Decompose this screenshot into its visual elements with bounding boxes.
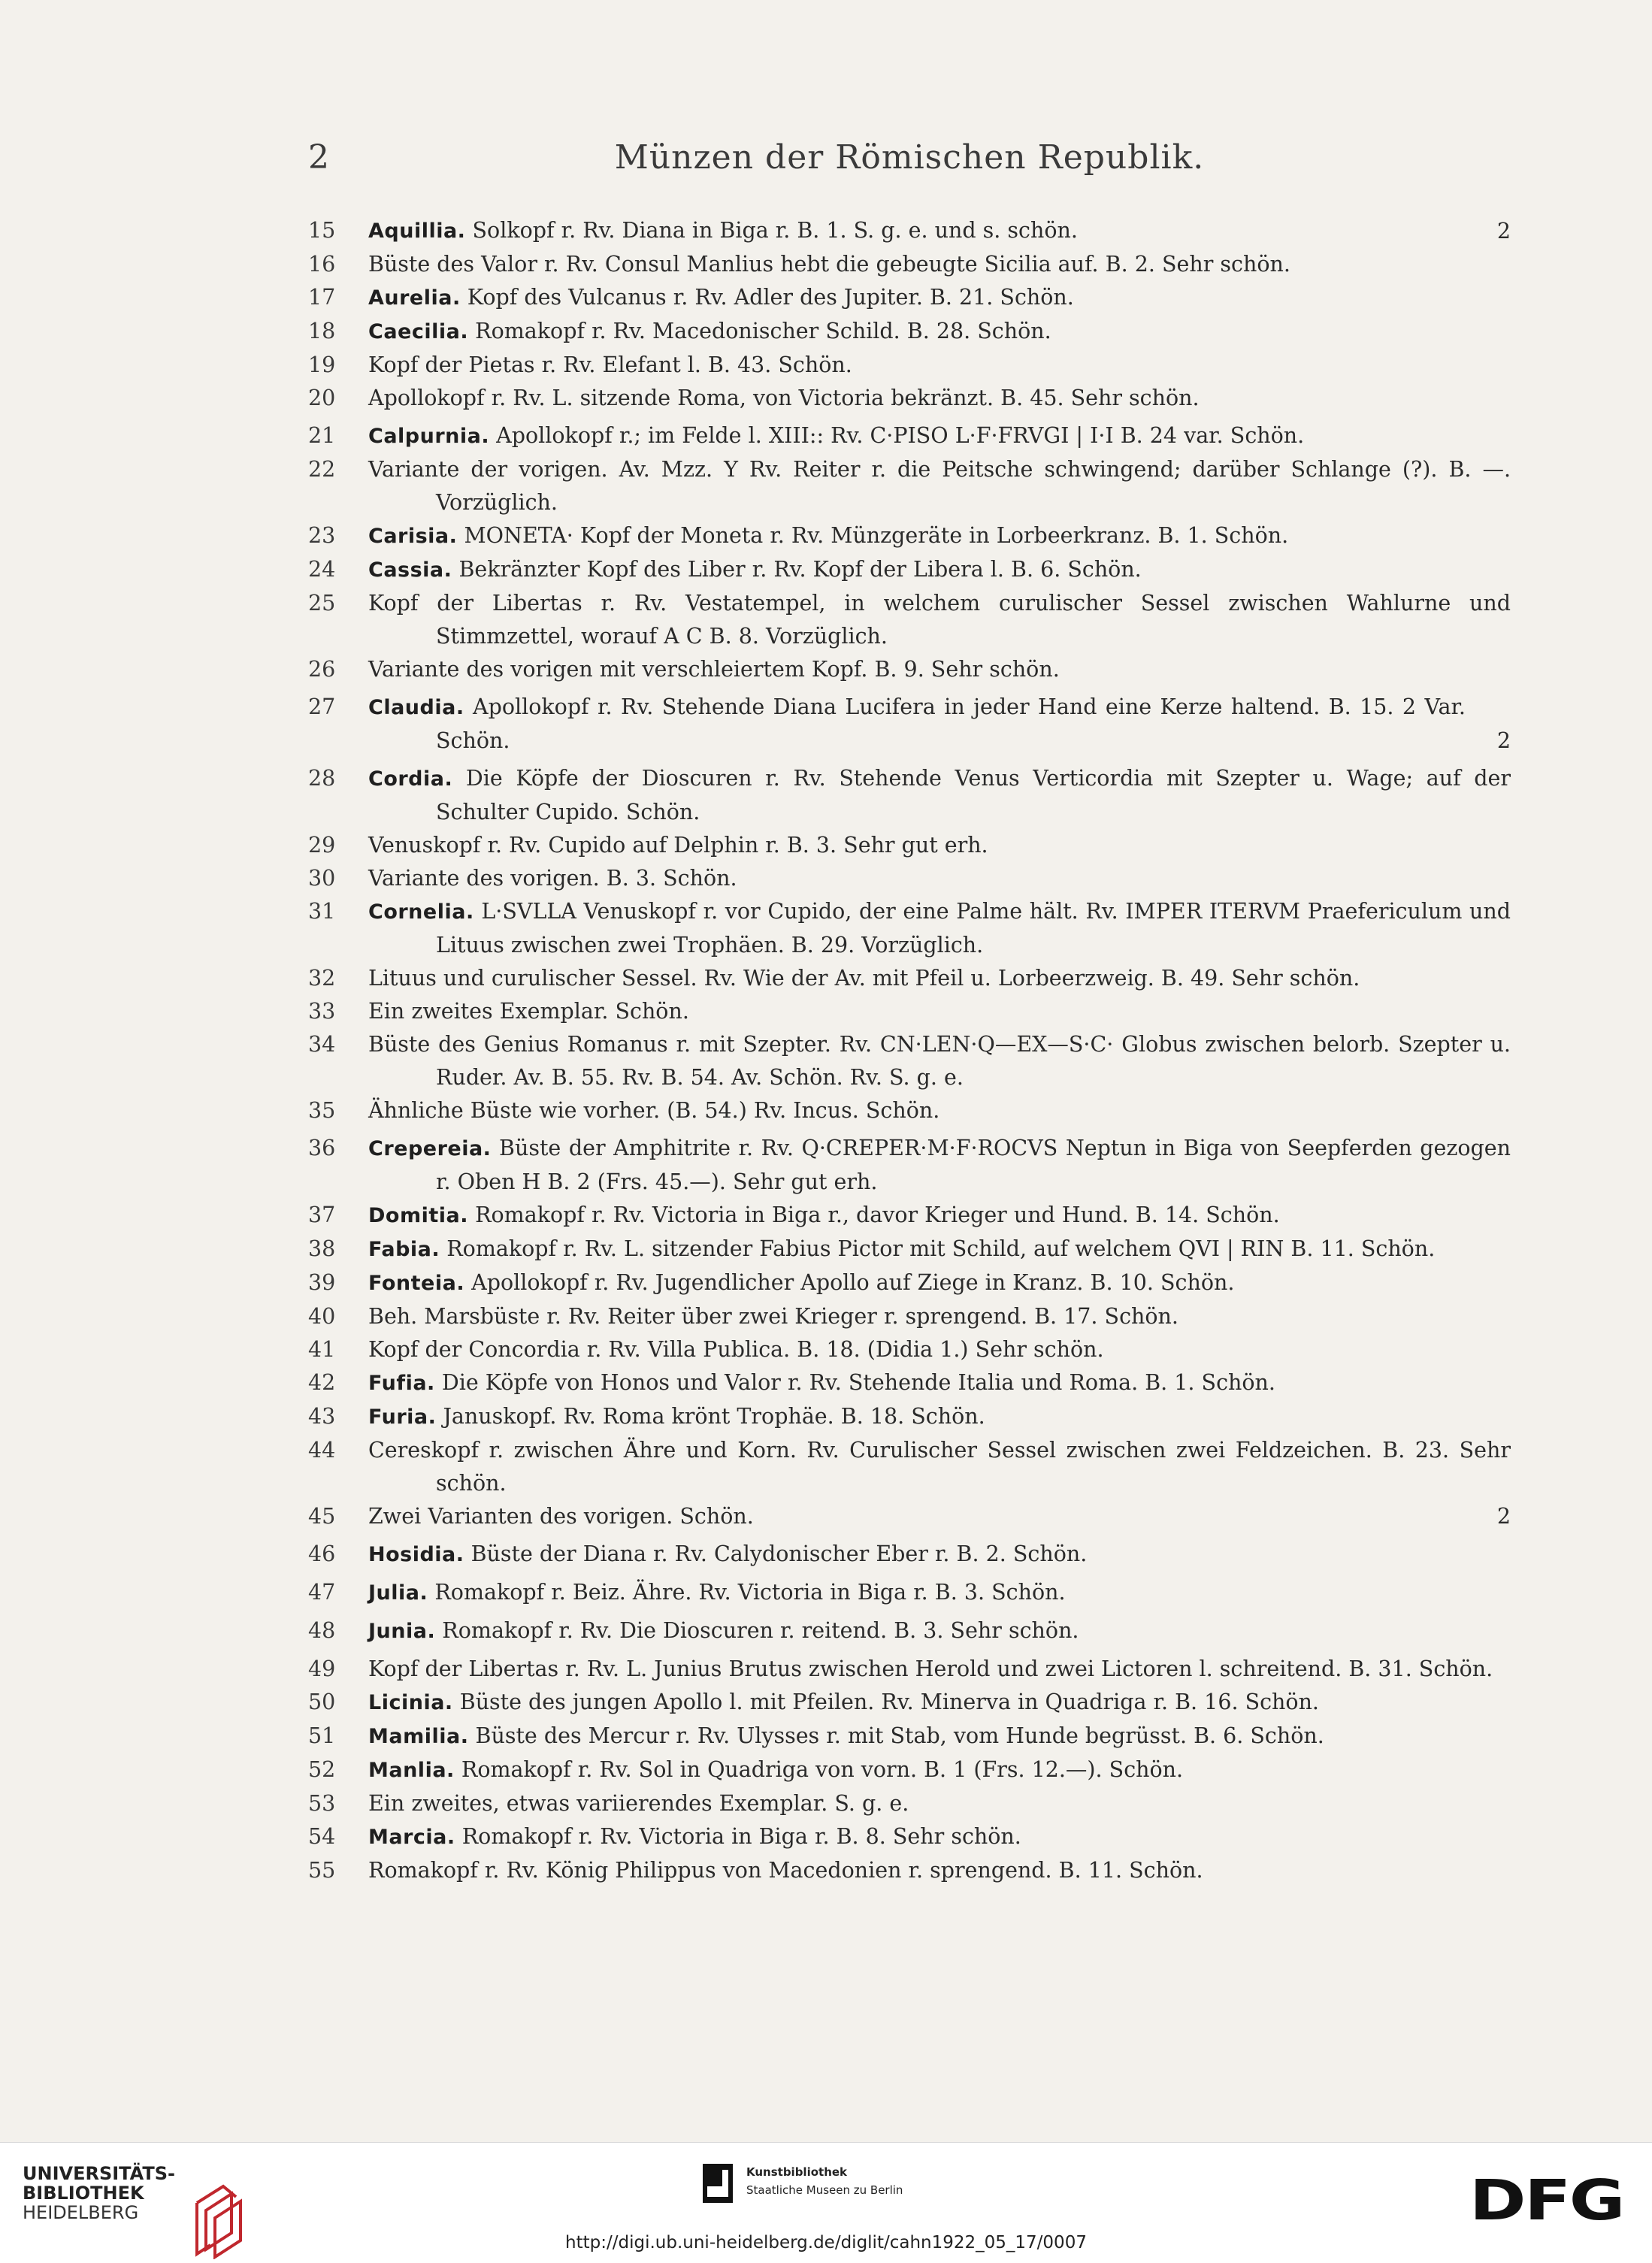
catalog-entry	[308, 1820, 1511, 1854]
page-url-link[interactable]: http://digi.ub.uni-heidelberg.de/diglit/cahn1922_05_17/0007	[565, 2233, 1087, 2252]
entry-family-name: Manlia.	[368, 1759, 455, 1782]
catalog-entry	[308, 1366, 1511, 1400]
university-logo-line-1: UNIVERSITÄTS-	[23, 2163, 176, 2184]
entry-text	[368, 1199, 1511, 1233]
catalog-entry	[308, 1434, 1511, 1500]
entry-text	[368, 691, 1511, 758]
entry-number: 18	[308, 319, 336, 343]
entry-description: Bekränzter Kopf des Liber r. Rv. Kopf der Libera l. B. 6. Schön.	[458, 557, 1142, 582]
entry-family-name: Carisia.	[368, 525, 458, 548]
entry-description: Apollokopf r. Rv. L. sitzende Roma, von Victoria bekränzt. B. 45. Sehr schön.	[368, 386, 1200, 410]
entry-text	[368, 1854, 1511, 1887]
entry-number: 43	[308, 1404, 336, 1429]
entry-number: 30	[308, 866, 336, 891]
entry-text	[368, 1720, 1511, 1753]
entry-number: 41	[308, 1337, 336, 1362]
entry-family-name: Caecilia.	[368, 320, 469, 343]
entry-number: 33	[308, 999, 336, 1024]
entry-number: 27	[308, 694, 336, 719]
entry-number: 20	[308, 386, 336, 410]
catalog-entry	[308, 962, 1511, 995]
entry-description: Variante des vorigen mit verschleiertem Kopf. B. 9. Sehr schön.	[368, 657, 1060, 682]
entry-number: 29	[308, 833, 336, 858]
entry-number: 48	[308, 1618, 336, 1643]
entry-number: 19	[308, 352, 336, 377]
dfg-logo[interactable]	[1469, 2173, 1627, 2225]
entry-family-name: Fabia.	[368, 1238, 440, 1261]
entry-text	[368, 1028, 1511, 1094]
entry-number: 50	[308, 1690, 336, 1714]
catalog-entry	[308, 1753, 1511, 1787]
entry-description: Venuskopf r. Rv. Cupido auf Delphin r. B. 3. Sehr gut erh.	[368, 833, 988, 858]
entry-number: 25	[308, 591, 336, 616]
catalog-entries	[308, 214, 1511, 1887]
catalog-entry	[308, 349, 1511, 382]
entry-text	[368, 587, 1511, 653]
entry-description: Kopf der Pietas r. Rv. Elefant l. B. 43. Schön.	[368, 352, 852, 377]
entry-number: 23	[308, 523, 336, 548]
footer-bar	[0, 2142, 1652, 2263]
entry-text	[368, 419, 1511, 453]
entry-text	[368, 1132, 1511, 1199]
entry-text	[368, 1614, 1511, 1648]
entry-description: Ein zweites Exemplar. Schön.	[368, 999, 689, 1024]
entry-family-name: Crepereia.	[368, 1137, 492, 1160]
entry-number: 38	[308, 1236, 336, 1261]
entry-description: Büste des Genius Romanus r. mit Szepter. Rv. CN·LEN·Q—EX—S·C· Globus zwischen belorb. Szepter u. Ruder. Av. B. 55. Rv. B. 54. Av. Schön. Rv. S. g. e.	[368, 1032, 1511, 1090]
entry-description: Kopf der Libertas r. Rv. L. Junius Brutus zwischen Herold und zwei Lictoren l. schreitend. B. 31. Schön.	[368, 1656, 1493, 1681]
kunstbibliothek-logo[interactable]	[703, 2164, 1003, 2209]
entry-number: 28	[308, 766, 336, 791]
entry-family-name: Furia.	[368, 1405, 437, 1429]
entry-family-name: Domitia.	[368, 1204, 468, 1227]
dfg-logo-text: DFG	[1469, 2173, 1623, 2225]
entry-family-name: Calpurnia.	[368, 425, 490, 448]
entry-description: MONETA· Kopf der Moneta r. Rv. Münzgeräte in Lorbeerkranz. B. 1. Schön.	[464, 523, 1289, 548]
catalog-entry	[308, 1538, 1511, 1572]
catalog-entry	[308, 895, 1511, 962]
kunstbibliothek-subtitle: Staatliche Museen zu Berlin	[746, 2183, 903, 2197]
entry-number: 35	[308, 1098, 336, 1123]
catalog-entry	[308, 419, 1511, 453]
entry-description: Cereskopf r. zwischen Ähre und Korn. Rv. Curulischer Sessel zwischen zwei Feldzeichen. B. 23. Sehr schön.	[368, 1438, 1511, 1496]
entry-number: 39	[308, 1270, 336, 1295]
entry-number: 42	[308, 1370, 336, 1395]
entry-family-name: Junia.	[368, 1620, 436, 1643]
catalog-entry	[308, 1094, 1511, 1127]
entry-family-name: Aurelia.	[368, 286, 461, 310]
entry-family-name: Licinia.	[368, 1691, 453, 1714]
entry-number: 49	[308, 1656, 336, 1681]
catalog-entry	[308, 1300, 1511, 1333]
catalog-entry	[308, 1614, 1511, 1648]
entry-count: 2	[1496, 728, 1511, 753]
entry-description: Ein zweites, etwas variierendes Exemplar. S. g. e.	[368, 1791, 909, 1816]
entry-text	[368, 653, 1511, 686]
university-logo-line-2: BIBLIOTHEK	[23, 2183, 144, 2204]
entry-description: Ähnliche Büste wie vorher. (B. 54.) Rv. Incus. Schön.	[368, 1098, 940, 1123]
entry-text	[368, 315, 1511, 349]
entry-family-name: Hosidia.	[368, 1543, 464, 1566]
running-head	[308, 135, 1511, 188]
entry-description: Die Köpfe von Honos und Valor r. Rv. Stehende Italia und Roma. B. 1. Schön.	[441, 1370, 1275, 1395]
entry-description: Apollokopf r. Rv. Stehende Diana Lucifera in jeder Hand eine Kerze haltend. B. 15. 2 Var. Schön.	[436, 694, 1466, 753]
entry-text	[368, 1233, 1511, 1266]
catalog-entry	[308, 248, 1511, 281]
catalog-entry	[308, 1576, 1511, 1610]
entry-family-name: Cornelia.	[368, 900, 474, 924]
entry-text	[368, 962, 1511, 995]
entry-description: Büste der Amphitrite r. Rv. Q·CREPER·M·F·ROCVS Neptun in Biga von Seepferden gezogen r. Oben H B. 2 (Frs. 45.—). Sehr gut erh.	[436, 1136, 1511, 1194]
kunstbibliothek-mark-icon	[703, 2164, 733, 2203]
entry-family-name: Mamilia.	[368, 1725, 469, 1748]
entry-number: 47	[308, 1580, 336, 1605]
entry-description: Variante der vorigen. Av. Mzz. Y Rv. Reiter r. die Peitsche schwingend; darüber Schlange (?). B. —. Vorzüglich.	[368, 457, 1511, 515]
entry-description: Apollokopf r. Rv. Jugendlicher Apollo auf Ziege in Kranz. B. 10. Schön.	[471, 1270, 1235, 1295]
catalog-entry	[308, 519, 1511, 553]
entry-text	[368, 1366, 1511, 1400]
entry-text	[368, 248, 1511, 281]
entry-text	[368, 1686, 1511, 1720]
entry-text	[368, 382, 1511, 415]
entry-number: 15	[308, 218, 336, 243]
entry-text	[368, 1094, 1511, 1127]
entry-text	[368, 1576, 1511, 1610]
catalog-entry	[308, 214, 1511, 248]
entry-description: Die Köpfe der Dioscuren r. Rv. Stehende Venus Verticordia mit Szepter u. Wage; auf der Schulter Cupido. Schön.	[436, 766, 1511, 824]
catalog-entry	[308, 1233, 1511, 1266]
entry-text	[368, 1434, 1511, 1500]
entry-family-name: Aquillia.	[368, 219, 466, 243]
entry-description: Lituus und curulischer Sessel. Rv. Wie der Av. mit Pfeil u. Lorbeerzweig. B. 49. Sehr schön.	[368, 966, 1360, 991]
entry-description: Romakopf r. Rv. Sol in Quadriga von vorn. B. 1 (Frs. 12.—). Schön.	[461, 1757, 1184, 1782]
entry-text	[368, 1300, 1511, 1333]
university-logo-line-3: HEIDELBERG	[23, 2202, 139, 2223]
entry-description: Romakopf r. Rv. Macedonischer Schild. B. 28. Schön.	[475, 319, 1051, 343]
entry-text	[368, 1787, 1511, 1820]
entry-description: Büste des jungen Apollo l. mit Pfeilen. Rv. Minerva in Quadriga r. B. 16. Schön.	[459, 1690, 1319, 1714]
entry-number: 17	[308, 285, 336, 310]
entry-description: Kopf der Libertas r. Rv. Vestatempel, in welchem curulischer Sessel zwischen Wahlurne und Stimmzettel, worauf A C B. 8. Vorzüglich.	[368, 591, 1511, 649]
entry-text	[368, 214, 1511, 248]
entry-number: 45	[308, 1504, 336, 1529]
entry-description: Büste des Mercur r. Rv. Ulysses r. mit Stab, vom Hunde begrüsst. B. 6. Schön.	[475, 1723, 1324, 1748]
catalog-entry	[308, 691, 1511, 758]
entry-family-name: Cassia.	[368, 558, 452, 582]
entry-text	[368, 1538, 1511, 1572]
entry-description: L·SVLLA Venuskopf r. vor Cupido, der eine Palme hält. Rv. IMPER ITERVM Praefericulum und Lituus zwischen zwei Trophäen. B. 29. Vorzüglich.	[436, 899, 1511, 958]
entry-number: 21	[308, 423, 336, 448]
entry-text	[368, 281, 1511, 315]
catalog-entry	[308, 1854, 1511, 1887]
catalog-entry	[308, 762, 1511, 829]
entry-family-name: Fonteia.	[368, 1272, 465, 1295]
entry-number: 52	[308, 1757, 336, 1782]
entry-number: 26	[308, 657, 336, 682]
entry-description: Apollokopf r.; im Felde l. XIII:: Rv. C·PISO L·F·FRVGI | I·I B. 24 var. Schön.	[496, 423, 1305, 448]
entry-description: Romakopf r. Rv. Victoria in Biga r. B. 8. Sehr schön.	[461, 1824, 1021, 1849]
entry-number: 44	[308, 1438, 336, 1463]
entry-number: 31	[308, 899, 336, 924]
entry-number: 54	[308, 1824, 336, 1849]
entry-text	[368, 1653, 1511, 1686]
catalog-entry	[308, 281, 1511, 315]
entry-text	[368, 1333, 1511, 1366]
entry-text	[368, 1266, 1511, 1300]
entry-number: 22	[308, 457, 336, 482]
entry-text	[368, 862, 1511, 895]
catalog-entry	[308, 1720, 1511, 1753]
catalog-entry	[308, 862, 1511, 895]
page-title: Münzen der Römischen Republik.	[614, 138, 1205, 177]
entry-family-name: Julia.	[368, 1581, 428, 1605]
entry-description: Büste des Valor r. Rv. Consul Manlius hebt die gebeugte Sicilia auf. B. 2. Sehr schön.	[368, 252, 1290, 277]
entry-text	[368, 519, 1511, 553]
entry-number: 53	[308, 1791, 336, 1816]
kunstbibliothek-title: Kunstbibliothek	[746, 2165, 848, 2179]
catalog-entry	[308, 829, 1511, 862]
page-number: 2	[308, 138, 329, 177]
catalog-entry	[308, 1400, 1511, 1434]
catalog-entry	[308, 1500, 1511, 1533]
entry-description: Solkopf r. Rv. Diana in Biga r. B. 1. S. g. e. und s. schön.	[472, 218, 1078, 243]
entry-description: Romakopf r. Rv. Victoria in Biga r., davor Krieger und Hund. B. 14. Schön.	[475, 1203, 1280, 1227]
catalog-entry	[308, 315, 1511, 349]
entry-count: 2	[1496, 1504, 1511, 1529]
entry-number: 34	[308, 1032, 336, 1057]
entry-number: 46	[308, 1541, 336, 1566]
entry-number: 32	[308, 966, 336, 991]
entry-family-name: Marcia.	[368, 1826, 455, 1849]
catalog-entry	[308, 453, 1511, 519]
entry-number: 24	[308, 557, 336, 582]
entry-description: Januskopf. Rv. Roma krönt Trophäe. B. 18. Schön.	[443, 1404, 985, 1429]
catalog-entry	[308, 1787, 1511, 1820]
entry-text	[368, 995, 1511, 1028]
catalog-entry	[308, 382, 1511, 415]
catalog-entry	[308, 1132, 1511, 1199]
catalog-entry	[308, 553, 1511, 587]
catalog-entry	[308, 653, 1511, 686]
entry-count: 2	[1496, 219, 1511, 244]
entry-description: Romakopf r. Rv. Die Dioscuren r. reitend. B. 3. Sehr schön.	[442, 1618, 1079, 1643]
entry-description: Büste der Diana r. Rv. Calydonischer Eber r. B. 2. Schön.	[470, 1541, 1088, 1566]
entry-description: Variante des vorigen. B. 3. Schön.	[368, 866, 737, 891]
catalog-entry	[308, 995, 1511, 1028]
catalog-entry	[308, 587, 1511, 653]
entry-description: Zwei Varianten des vorigen. Schön.	[368, 1504, 754, 1529]
entry-number: 37	[308, 1203, 336, 1227]
entry-description: Romakopf r. Rv. König Philippus von Macedonien r. sprengend. B. 11. Schön.	[368, 1858, 1203, 1883]
entry-text	[368, 1500, 1511, 1533]
catalog-entry	[308, 1686, 1511, 1720]
entry-text	[368, 762, 1511, 829]
entry-number: 16	[308, 252, 336, 277]
entry-text	[368, 829, 1511, 862]
entry-description: Beh. Marsbüste r. Rv. Reiter über zwei Krieger r. sprengend. B. 17. Schön.	[368, 1304, 1178, 1329]
entry-number: 36	[308, 1136, 336, 1160]
entry-text	[368, 349, 1511, 382]
catalog-entry	[308, 1333, 1511, 1366]
catalog-entry	[308, 1199, 1511, 1233]
entry-text	[368, 1753, 1511, 1787]
catalog-entry	[308, 1028, 1511, 1094]
entry-text	[368, 895, 1511, 962]
entry-description: Kopf der Concordia r. Rv. Villa Publica. B. 18. (Didia 1.) Sehr schön.	[368, 1337, 1104, 1362]
entry-text	[368, 1400, 1511, 1434]
entry-text	[368, 1820, 1511, 1854]
entry-number: 55	[308, 1858, 336, 1883]
catalog-entry	[308, 1653, 1511, 1686]
catalog-entry	[308, 1266, 1511, 1300]
entry-description: Romakopf r. Rv. L. sitzender Fabius Pictor mit Schild, auf welchem QVI | RIN B. 11. Schön.	[446, 1236, 1436, 1261]
entry-number: 40	[308, 1304, 336, 1329]
entry-family-name: Fufia.	[368, 1372, 435, 1395]
entry-description: Romakopf r. Beiz. Ähre. Rv. Victoria in Biga r. B. 3. Schön.	[434, 1580, 1066, 1605]
entry-family-name: Claudia.	[368, 696, 464, 719]
entry-text	[368, 553, 1511, 587]
entry-number: 51	[308, 1723, 336, 1748]
entry-text	[368, 453, 1511, 519]
entry-family-name: Cordia.	[368, 767, 453, 791]
entry-description: Kopf des Vulcanus r. Rv. Adler des Jupiter. B. 21. Schön.	[467, 285, 1074, 310]
